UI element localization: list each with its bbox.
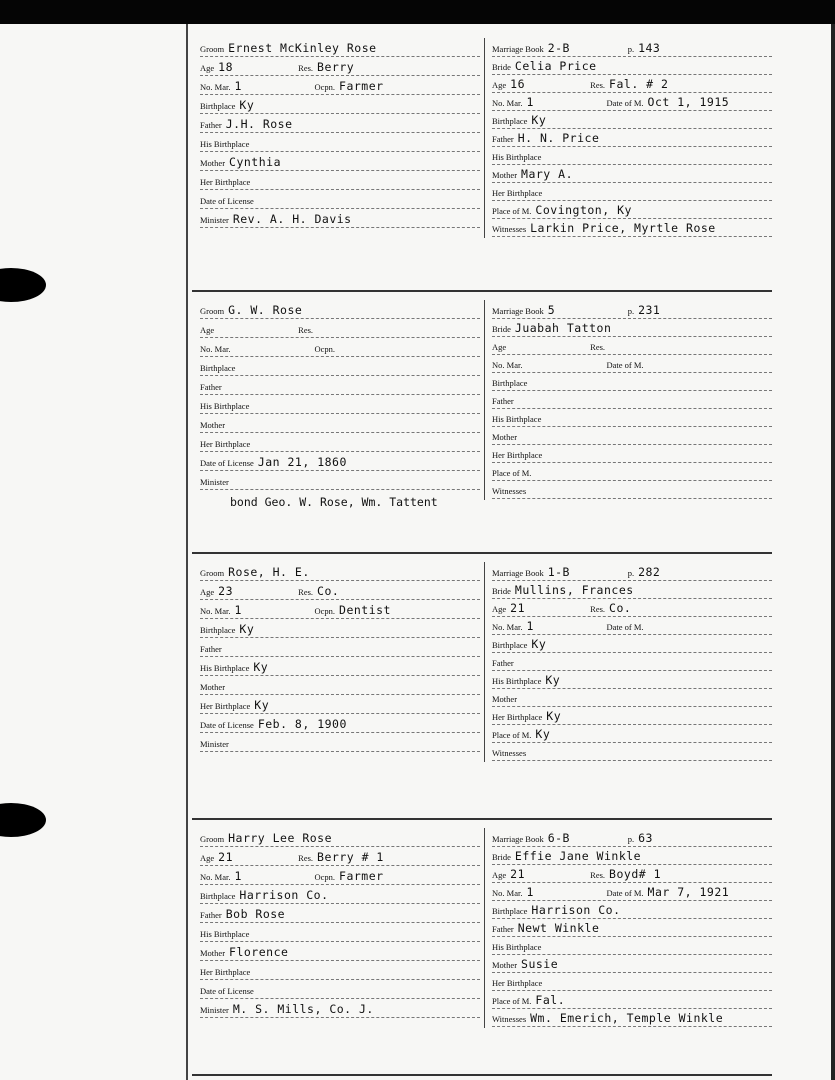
groom-age-row (200, 319, 480, 338)
bride-page-value: 282 (638, 565, 661, 579)
groom-minister-row (200, 209, 480, 228)
groom-minister-value: Rev. A. H. Davis (232, 212, 352, 226)
bride-his-birthplace-value: Ky (545, 673, 561, 687)
groom-res-value: Berry (317, 60, 355, 74)
bride-birthplace-label: Birthplace (492, 378, 528, 388)
groom-date-of-license-value: Jan 21, 1860 (257, 455, 347, 469)
groom-his-birthplace-label: His Birthplace (200, 139, 250, 149)
groom-her-birthplace-label: Her Birthplace (200, 701, 251, 711)
bride-birthplace-value: Ky (531, 113, 547, 127)
bride-age-label: Age (492, 870, 507, 880)
bride-mother-row (492, 688, 772, 707)
bride-bride-row (492, 56, 772, 75)
groom-no-mar-label: No. Mar. (200, 344, 231, 354)
bride-marriage-book-label: Marriage Book (492, 44, 544, 54)
groom-father-row (200, 904, 480, 923)
bride-her-birthplace-row (492, 182, 772, 201)
bride-place-of-m-value: Ky (535, 727, 551, 741)
groom-date-of-license-row (200, 714, 480, 733)
bride-his-birthplace-label: His Birthplace (492, 414, 542, 424)
groom-date-of-license-value (258, 997, 298, 998)
groom-mother-value: Cynthia (229, 155, 281, 169)
bride-birthplace-value: Ky (531, 637, 547, 651)
groom-no-mar-label: No. Mar. (200, 82, 231, 92)
groom-groom-label: Groom (200, 834, 225, 844)
bride-witnesses-row (492, 480, 772, 499)
bride-mother-value: Susie (521, 957, 559, 971)
groom-no-mar-row (200, 866, 480, 885)
bride-age-label: Age (492, 342, 507, 352)
bride-mother-value: Mary A. (521, 167, 573, 181)
bride-his-birthplace-label: His Birthplace (492, 152, 542, 162)
bride-no-mar-value: 1 (526, 619, 534, 633)
groom-minister-value (233, 750, 273, 751)
bride-age-row (492, 598, 772, 617)
groom-ocpn-value: Farmer (339, 869, 384, 883)
groom-father-row (200, 114, 480, 133)
bride-date-of-m-value: Mar 7, 1921 (647, 885, 730, 899)
bride-witnesses-value: Larkin Price, Myrtle Rose (530, 221, 716, 235)
bride-his-birthplace-label: His Birthplace (492, 942, 542, 952)
groom-birthplace-value: Harrison Co. (239, 888, 329, 902)
column-divider (484, 828, 485, 1028)
bride-age-value: 16 (510, 77, 526, 91)
bride-res-label: Res. (590, 342, 606, 352)
groom-res-value: Co. (317, 584, 340, 598)
bride-father-value: H. N. Price (517, 131, 600, 145)
groom-mother-label: Mother (200, 682, 226, 692)
groom-ocpn-label: Ocpn. (314, 82, 336, 92)
bride-mother-label: Mother (492, 432, 518, 442)
groom-res-value (317, 336, 357, 337)
groom-age-row (200, 57, 480, 76)
bride-father-row (492, 652, 772, 671)
bride-witnesses-row (492, 218, 772, 237)
groom-mother-row (200, 414, 480, 433)
groom-age-value: 23 (218, 584, 234, 598)
bond-note: bond Geo. W. Rose, Wm. Tattent (230, 495, 438, 509)
groom-age-label: Age (200, 853, 215, 863)
record-separator (192, 818, 772, 820)
groom-father-row (200, 638, 480, 657)
groom-date-of-license-label: Date of License (200, 458, 254, 468)
bride-no-mar-label: No. Mar. (492, 98, 523, 108)
bride-place-of-m-label: Place of M. (492, 730, 532, 740)
groom-age-value (218, 336, 288, 337)
page-left-rule (186, 24, 188, 1080)
bride-bride-label: Bride (492, 62, 511, 72)
groom-her-birthplace-value: Ky (254, 698, 270, 712)
groom-groom-row (200, 828, 480, 847)
groom-minister-value: M. S. Mills, Co. J. (232, 1002, 374, 1016)
groom-birthplace-row (200, 885, 480, 904)
bride-witnesses-row (492, 742, 772, 761)
groom-mother-row (200, 942, 480, 961)
groom-minister-row (200, 733, 480, 752)
bride-no-mar-value: 1 (526, 885, 534, 899)
groom-birthplace-label: Birthplace (200, 101, 236, 111)
groom-ocpn-value: Farmer (339, 79, 384, 93)
groom-mother-row (200, 676, 480, 695)
groom-her-birthplace-row (200, 695, 480, 714)
groom-mother-label: Mother (200, 158, 226, 168)
groom-her-birthplace-value (254, 978, 294, 979)
groom-no-mar-label: No. Mar. (200, 872, 231, 882)
groom-no-mar-value: 1 (234, 603, 242, 617)
groom-groom-value: Ernest McKinley Rose (228, 41, 377, 55)
bride-bride-row (492, 846, 772, 865)
bride-date-of-m-label: Date of M. (606, 98, 644, 108)
bride-date-of-m-label: Date of M. (606, 888, 644, 898)
bride-birthplace-row (492, 634, 772, 653)
bride-her-birthplace-value: Ky (546, 709, 562, 723)
bride-marriage-book-row (492, 38, 772, 57)
groom-his-birthplace-value (253, 150, 293, 151)
groom-age-label: Age (200, 63, 215, 73)
groom-his-birthplace-label: His Birthplace (200, 929, 250, 939)
bride-bride-value: Effie Jane Winkle (514, 849, 642, 863)
bride-date-of-m-value: Oct 1, 1915 (647, 95, 730, 109)
bride-bride-value: Juabah Tatton (514, 321, 612, 335)
groom-father-value (226, 655, 266, 656)
groom-father-label: Father (200, 910, 222, 920)
groom-his-birthplace-row (200, 923, 480, 942)
bride-no-mar-row (492, 354, 772, 373)
bride-his-birthplace-label: His Birthplace (492, 676, 542, 686)
bride-father-label: Father (492, 658, 514, 668)
groom-date-of-license-value: Feb. 8, 1900 (257, 717, 347, 731)
column-divider (484, 38, 485, 238)
bride-his-birthplace-row (492, 408, 772, 427)
groom-mother-label: Mother (200, 420, 226, 430)
bride-father-row (492, 390, 772, 409)
bride-page-value: 63 (638, 831, 653, 845)
bride-res-value: Boyd# 1 (609, 867, 662, 881)
bride-witnesses-label: Witnesses (492, 224, 527, 234)
groom-mother-value: Florence (229, 945, 289, 959)
groom-minister-label: Minister (200, 739, 229, 749)
groom-res-label: Res. (298, 63, 314, 73)
bride-mother-label: Mother (492, 960, 518, 970)
record-separator (192, 552, 772, 554)
groom-mother-row (200, 152, 480, 171)
bride-witnesses-value: Wm. Emerich, Temple Winkle (530, 1011, 724, 1025)
groom-groom-row (200, 300, 480, 319)
bride-no-mar-label: No. Mar. (492, 888, 523, 898)
groom-his-birthplace-value (253, 412, 293, 413)
bride-place-of-m-label: Place of M. (492, 206, 532, 216)
groom-minister-label: Minister (200, 215, 229, 225)
groom-res-label: Res. (298, 325, 314, 335)
bride-p-label: p. (627, 306, 635, 316)
groom-ocpn-label: Ocpn. (314, 344, 336, 354)
groom-res-value: Berry # 1 (317, 850, 384, 864)
groom-no-mar-value: 1 (234, 79, 242, 93)
bride-bride-value: Celia Price (514, 59, 597, 73)
groom-no-mar-value (234, 355, 304, 356)
bride-p-label: p. (627, 44, 635, 54)
bride-his-birthplace-row (492, 146, 772, 165)
groom-minister-row (200, 471, 480, 490)
bride-age-label: Age (492, 604, 507, 614)
bride-marriage-book-row (492, 828, 772, 847)
groom-groom-row (200, 562, 480, 581)
bride-marriage-book-label: Marriage Book (492, 834, 544, 844)
bride-marriage-book-value: 1-B (547, 565, 570, 579)
groom-mother-value (229, 693, 269, 694)
bride-no-mar-value: 1 (526, 95, 534, 109)
groom-his-birthplace-label: His Birthplace (200, 401, 250, 411)
groom-birthplace-row (200, 619, 480, 638)
groom-birthplace-label: Birthplace (200, 363, 236, 373)
bride-birthplace-label: Birthplace (492, 906, 528, 916)
groom-father-value: J.H. Rose (225, 117, 293, 131)
groom-her-birthplace-label: Her Birthplace (200, 439, 251, 449)
bride-his-birthplace-row (492, 670, 772, 689)
punch-hole (0, 803, 46, 837)
bride-place-of-m-label: Place of M. (492, 996, 532, 1006)
groom-res-label: Res. (298, 587, 314, 597)
bride-her-birthplace-row (492, 444, 772, 463)
bride-father-value: Newt Winkle (517, 921, 600, 935)
bride-her-birthplace-label: Her Birthplace (492, 712, 543, 722)
groom-res-label: Res. (298, 853, 314, 863)
groom-father-row (200, 376, 480, 395)
bride-father-label: Father (492, 134, 514, 144)
groom-age-label: Age (200, 325, 215, 335)
bride-father-row (492, 918, 772, 937)
groom-minister-row (200, 999, 480, 1018)
bride-age-row (492, 74, 772, 93)
groom-mother-value (229, 431, 269, 432)
bride-page-value: 143 (638, 41, 661, 55)
groom-groom-label: Groom (200, 306, 225, 316)
bride-birthplace-row (492, 110, 772, 129)
groom-groom-value: Harry Lee Rose (228, 831, 333, 845)
groom-birthplace-row (200, 357, 480, 376)
groom-date-of-license-label: Date of License (200, 720, 254, 730)
groom-age-value: 18 (218, 60, 234, 74)
bride-mother-label: Mother (492, 170, 518, 180)
groom-her-birthplace-value (254, 450, 294, 451)
bride-place-of-m-row (492, 462, 772, 481)
bride-bride-row (492, 318, 772, 337)
bride-age-row (492, 864, 772, 883)
bride-marriage-book-value: 2-B (547, 41, 570, 55)
groom-groom-label: Groom (200, 44, 225, 54)
groom-her-birthplace-label: Her Birthplace (200, 967, 251, 977)
groom-father-label: Father (200, 120, 222, 130)
bride-age-value: 21 (510, 601, 526, 615)
bride-witnesses-row (492, 1008, 772, 1027)
groom-her-birthplace-row (200, 433, 480, 452)
column-divider (484, 300, 485, 500)
bride-age-value: 21 (510, 867, 526, 881)
scan-right-border (831, 24, 835, 1080)
record-separator (192, 290, 772, 292)
bride-marriage-book-row (492, 300, 772, 319)
groom-birthplace-row (200, 95, 480, 114)
scan-top-border (0, 0, 835, 24)
bride-place-of-m-value: Covington, Ky (535, 203, 632, 217)
bride-mother-row (492, 164, 772, 183)
groom-birthplace-label: Birthplace (200, 625, 236, 635)
bride-no-mar-label: No. Mar. (492, 360, 523, 370)
groom-date-of-license-row (200, 980, 480, 999)
bride-place-of-m-row (492, 724, 772, 743)
bride-witnesses-value (530, 497, 570, 498)
groom-his-birthplace-row (200, 657, 480, 676)
bride-page-value: 231 (638, 303, 661, 317)
groom-her-birthplace-value (254, 188, 294, 189)
bride-place-of-m-value: Fal. (535, 993, 566, 1007)
groom-date-of-license-row (200, 452, 480, 471)
bride-age-row (492, 336, 772, 355)
bride-her-birthplace-label: Her Birthplace (492, 450, 543, 460)
groom-age-label: Age (200, 587, 215, 597)
groom-his-birthplace-label: His Birthplace (200, 663, 250, 673)
bride-p-label: p. (627, 568, 635, 578)
bride-no-mar-label: No. Mar. (492, 622, 523, 632)
groom-mother-label: Mother (200, 948, 226, 958)
bride-birthplace-row (492, 900, 772, 919)
punch-hole (0, 268, 46, 302)
groom-ocpn-value (339, 355, 379, 356)
bride-mother-row (492, 954, 772, 973)
groom-his-birthplace-value (253, 940, 293, 941)
groom-father-label: Father (200, 382, 222, 392)
groom-minister-value (233, 488, 273, 489)
groom-no-mar-row (200, 76, 480, 95)
groom-ocpn-label: Ocpn. (314, 606, 336, 616)
bride-res-value: Co. (609, 601, 632, 615)
bride-marriage-book-value: 6-B (547, 831, 570, 845)
bride-birthplace-row (492, 372, 772, 391)
groom-age-value: 21 (218, 850, 234, 864)
bride-bride-label: Bride (492, 324, 511, 334)
groom-age-row (200, 847, 480, 866)
bride-marriage-book-value: 5 (547, 303, 556, 317)
groom-her-birthplace-row (200, 961, 480, 980)
bride-birthplace-label: Birthplace (492, 640, 528, 650)
groom-birthplace-value: Ky (239, 622, 255, 636)
bride-his-birthplace-row (492, 936, 772, 955)
bride-father-label: Father (492, 396, 514, 406)
groom-age-row (200, 581, 480, 600)
bride-bride-row (492, 580, 772, 599)
groom-minister-label: Minister (200, 477, 229, 487)
bride-bride-label: Bride (492, 586, 511, 596)
bride-father-row (492, 128, 772, 147)
groom-his-birthplace-row (200, 395, 480, 414)
groom-birthplace-value: Ky (239, 98, 255, 112)
bride-birthplace-value: Harrison Co. (531, 903, 621, 917)
bride-marriage-book-label: Marriage Book (492, 568, 544, 578)
bride-res-label: Res. (590, 870, 606, 880)
record-separator (192, 1074, 772, 1076)
groom-her-birthplace-row (200, 171, 480, 190)
bride-her-birthplace-label: Her Birthplace (492, 188, 543, 198)
groom-date-of-license-label: Date of License (200, 986, 254, 996)
bride-father-label: Father (492, 924, 514, 934)
bride-no-mar-row (492, 616, 772, 635)
groom-groom-label: Groom (200, 568, 225, 578)
bride-place-of-m-label: Place of M. (492, 468, 532, 478)
groom-date-of-license-label: Date of License (200, 196, 254, 206)
bride-birthplace-label: Birthplace (492, 116, 528, 126)
bride-witnesses-label: Witnesses (492, 1014, 527, 1024)
bride-mother-label: Mother (492, 694, 518, 704)
groom-date-of-license-value (258, 207, 298, 208)
bride-witnesses-label: Witnesses (492, 748, 527, 758)
bride-bride-label: Bride (492, 852, 511, 862)
groom-no-mar-label: No. Mar. (200, 606, 231, 616)
groom-no-mar-row (200, 338, 480, 357)
groom-date-of-license-row (200, 190, 480, 209)
groom-father-label: Father (200, 644, 222, 654)
bride-age-label: Age (492, 80, 507, 90)
bride-mother-row (492, 426, 772, 445)
groom-groom-value: Rose, H. E. (228, 565, 310, 579)
column-divider (484, 562, 485, 762)
groom-groom-value: G. W. Rose (228, 303, 303, 317)
groom-his-birthplace-value: Ky (253, 660, 269, 674)
bride-p-label: p. (627, 834, 635, 844)
bride-date-of-m-label: Date of M. (606, 360, 644, 370)
groom-his-birthplace-row (200, 133, 480, 152)
groom-ocpn-value: Dentist (339, 603, 391, 617)
bride-res-label: Res. (590, 604, 606, 614)
bride-her-birthplace-row (492, 972, 772, 991)
bride-her-birthplace-row (492, 706, 772, 725)
bride-her-birthplace-label: Her Birthplace (492, 978, 543, 988)
groom-her-birthplace-label: Her Birthplace (200, 177, 251, 187)
groom-birthplace-label: Birthplace (200, 891, 236, 901)
bride-no-mar-row (492, 882, 772, 901)
groom-minister-label: Minister (200, 1005, 229, 1015)
groom-birthplace-value (239, 374, 279, 375)
groom-father-value: Bob Rose (225, 907, 286, 921)
bride-place-of-m-row (492, 200, 772, 219)
bride-no-mar-row (492, 92, 772, 111)
bride-witnesses-label: Witnesses (492, 486, 527, 496)
bride-res-label: Res. (590, 80, 606, 90)
bride-marriage-book-row (492, 562, 772, 581)
groom-father-value (226, 393, 266, 394)
groom-ocpn-label: Ocpn. (314, 872, 336, 882)
bride-date-of-m-label: Date of M. (606, 622, 644, 632)
bride-place-of-m-row (492, 990, 772, 1009)
bride-marriage-book-label: Marriage Book (492, 306, 544, 316)
groom-groom-row (200, 38, 480, 57)
bride-bride-value: Mullins, Frances (514, 583, 634, 597)
groom-no-mar-row (200, 600, 480, 619)
groom-no-mar-value: 1 (234, 869, 242, 883)
bride-res-value: Fal. # 2 (609, 77, 669, 91)
bride-witnesses-value (530, 759, 570, 760)
